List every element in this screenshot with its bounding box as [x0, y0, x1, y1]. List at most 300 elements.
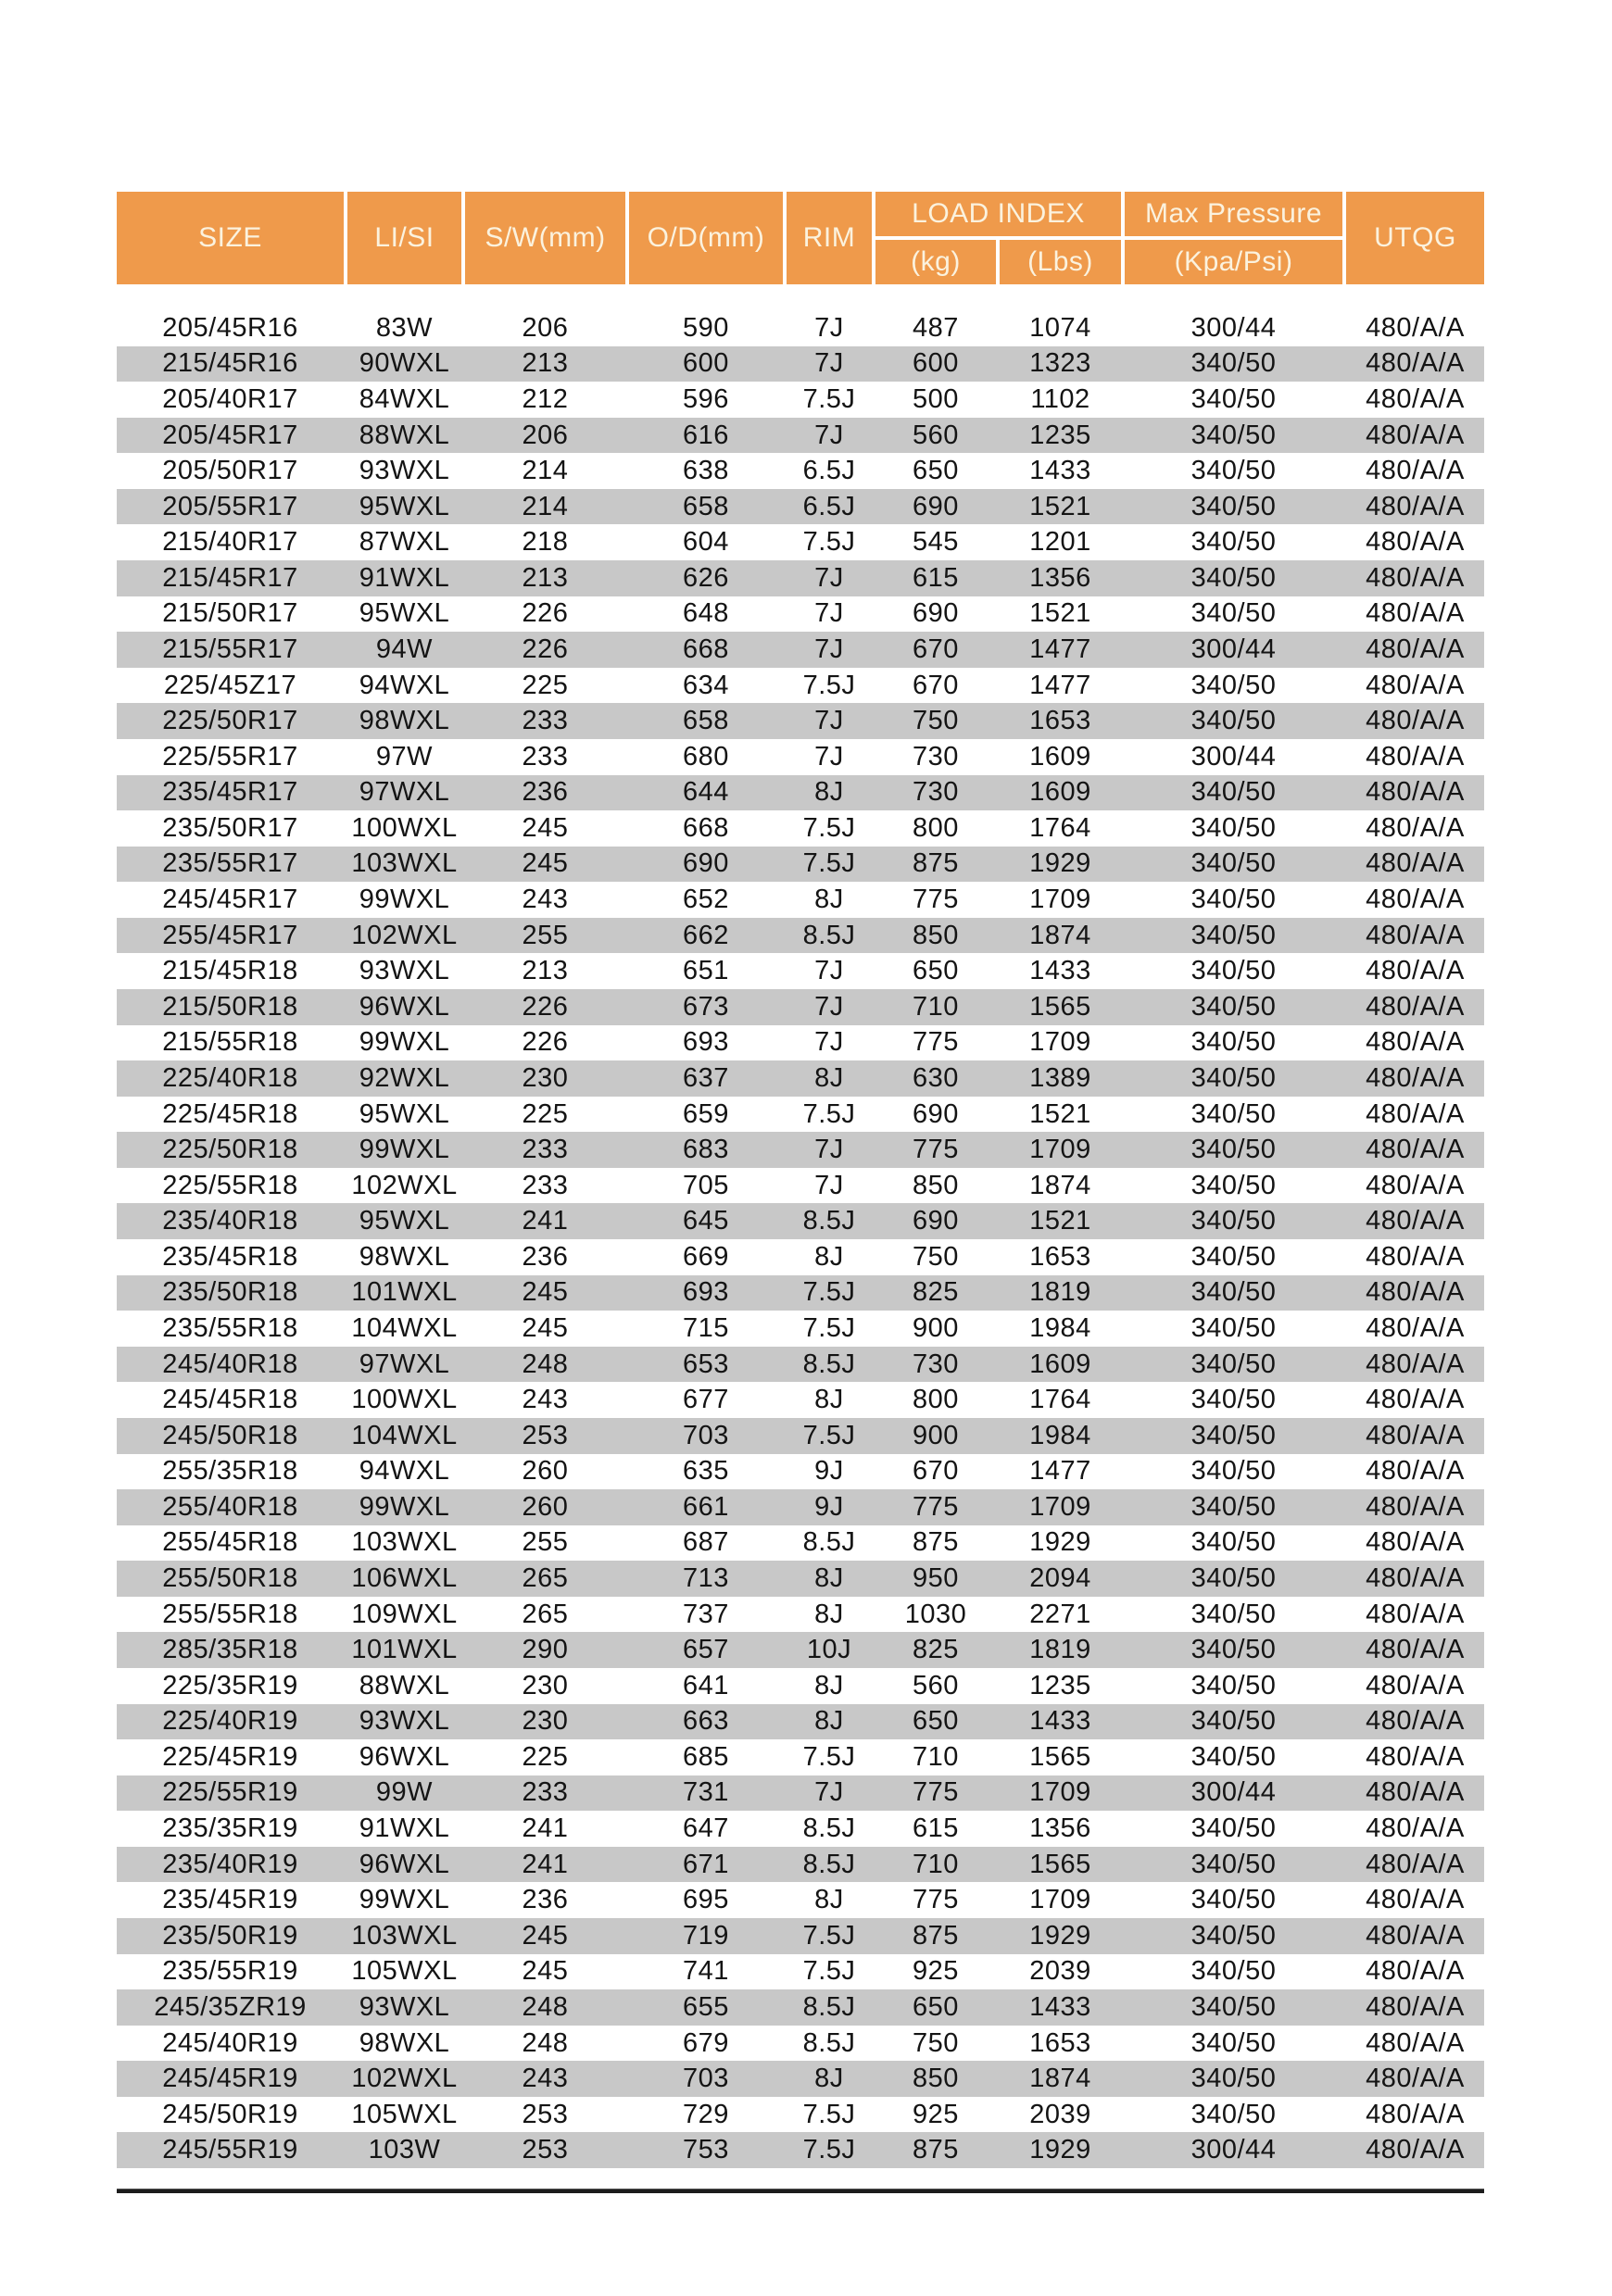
table-cell: 900 [913, 1420, 959, 1450]
table-cell: 7.5J [802, 1098, 856, 1129]
table-cell: 710 [913, 1741, 959, 1772]
table-cell: 340/50 [1190, 1062, 1277, 1093]
table-row [117, 1632, 1484, 1668]
table-cell: 545 [913, 527, 959, 558]
table-row [117, 632, 1484, 668]
table-cell: 215/55R18 [162, 1027, 298, 1058]
table-cell: 300/44 [1190, 2135, 1277, 2165]
table-cell: 245 [522, 1312, 569, 1343]
table-cell: 679 [683, 2027, 729, 2058]
table-cell: 480/A/A [1366, 598, 1465, 629]
table-row [117, 596, 1484, 633]
table-cell: 245/40R18 [162, 1349, 298, 1379]
table-cell: 7.5J [802, 1312, 856, 1343]
table-cell: 1356 [1029, 1813, 1091, 1844]
table-cell: 100WXL [351, 812, 458, 843]
table-cell: 480/A/A [1366, 2027, 1465, 2058]
table-cell: 101WXL [351, 1277, 458, 1308]
table-cell: 8.5J [802, 1991, 856, 2022]
table-cell: 340/50 [1190, 1635, 1277, 1665]
table-cell: 710 [913, 991, 959, 1022]
table-cell: 1709 [1029, 1777, 1091, 1808]
table-cell: 480/A/A [1366, 312, 1465, 343]
table-cell: 1323 [1029, 348, 1091, 379]
table-cell: 634 [683, 670, 729, 700]
table-cell: 875 [913, 2135, 959, 2165]
col-header-lisi: LI/SI [347, 192, 461, 284]
table-cell: 825 [913, 1277, 959, 1308]
table-cell: 7.5J [802, 670, 856, 700]
table-cell: 243 [522, 1385, 569, 1415]
table-cell: 235/45R18 [162, 1241, 298, 1272]
table-cell: 638 [683, 456, 729, 486]
table-cell: 7.5J [802, 1741, 856, 1772]
table-cell: 96WXL [359, 991, 450, 1022]
table-cell: 340/50 [1190, 562, 1277, 593]
table-cell: 99WXL [359, 1491, 450, 1522]
table-cell: 670 [913, 634, 959, 664]
table-cell: 1929 [1029, 1527, 1091, 1558]
table-cell: 480/A/A [1366, 1206, 1465, 1236]
table-cell: 243 [522, 885, 569, 915]
table-cell: 653 [683, 1349, 729, 1379]
table-cell: 245/55R19 [162, 2135, 298, 2165]
table-row [117, 1775, 1484, 1812]
table-row [117, 1132, 1484, 1168]
table-row [117, 1989, 1484, 2026]
table-cell: 1356 [1029, 562, 1091, 593]
table-cell: 340/50 [1190, 1527, 1277, 1558]
table-cell: 103WXL [351, 848, 458, 879]
table-row [117, 847, 1484, 883]
table-cell: 1477 [1029, 634, 1091, 664]
table-cell: 340/50 [1190, 1599, 1277, 1629]
table-cell: 480/A/A [1366, 456, 1465, 486]
table-cell: 8J [814, 2064, 844, 2094]
table-cell: 235/55R17 [162, 848, 298, 879]
table-row [117, 560, 1484, 596]
table-cell: 225/40R18 [162, 1062, 298, 1093]
table-cell: 480/A/A [1366, 920, 1465, 950]
table-cell: 340/50 [1190, 2099, 1277, 2129]
table-cell: 480/A/A [1366, 1777, 1465, 1808]
table-cell: 668 [683, 812, 729, 843]
table-cell: 215/50R18 [162, 991, 298, 1022]
table-cell: 7.5J [802, 1956, 856, 1987]
table-row [117, 1168, 1484, 1204]
table-cell: 1433 [1029, 1991, 1091, 2022]
table-cell: 225/45R19 [162, 1741, 298, 1772]
table-row [117, 1739, 1484, 1775]
table-cell: 7.5J [802, 848, 856, 879]
table-cell: 8J [814, 777, 844, 808]
table-cell: 340/50 [1190, 885, 1277, 915]
table-cell: 215/45R18 [162, 956, 298, 986]
table-cell: 2039 [1029, 2099, 1091, 2129]
table-cell: 340/50 [1190, 1027, 1277, 1058]
table-cell: 641 [683, 1670, 729, 1700]
table-cell: 95WXL [359, 1206, 450, 1236]
table-cell: 8J [814, 1385, 844, 1415]
table-cell: 647 [683, 1813, 729, 1844]
table-cell: 775 [913, 1885, 959, 1915]
table-cell: 93WXL [359, 956, 450, 986]
table-cell: 616 [683, 420, 729, 450]
table-row [117, 489, 1484, 525]
table-cell: 590 [683, 312, 729, 343]
table-cell: 253 [522, 2099, 569, 2129]
table-cell: 730 [913, 777, 959, 808]
table-cell: 225/55R19 [162, 1777, 298, 1808]
table-row [117, 1311, 1484, 1347]
table-cell: 7J [814, 312, 844, 343]
table-cell: 104WXL [351, 1312, 458, 1343]
col-header-max-pressure: Max Pressure [1125, 192, 1342, 236]
table-cell: 8J [814, 1241, 844, 1272]
table-cell: 925 [913, 2099, 959, 2129]
table-cell: 260 [522, 1456, 569, 1487]
table-cell: 99W [375, 1777, 434, 1808]
table-cell: 480/A/A [1366, 991, 1465, 1022]
table-cell: 300/44 [1190, 312, 1277, 343]
table-cell: 2094 [1029, 1563, 1091, 1594]
table-cell: 235/50R19 [162, 1920, 298, 1951]
table-cell: 480/A/A [1366, 1098, 1465, 1129]
table-cell: 340/50 [1190, 1956, 1277, 1987]
table-cell: 92WXL [359, 1062, 450, 1093]
table-cell: 600 [683, 348, 729, 379]
table-row [117, 2097, 1484, 2133]
table-cell: 340/50 [1190, 598, 1277, 629]
table-cell: 255/35R18 [162, 1456, 298, 1487]
table-cell: 225/50R17 [162, 706, 298, 736]
table-cell: 255/40R18 [162, 1491, 298, 1522]
table-cell: 340/50 [1190, 1456, 1277, 1487]
table-cell: 233 [522, 741, 569, 772]
table-cell: 596 [683, 383, 729, 414]
table-row [117, 989, 1484, 1025]
table-cell: 850 [913, 2064, 959, 2094]
table-cell: 730 [913, 1349, 959, 1379]
table-cell: 105WXL [351, 1956, 458, 1987]
col-header-size: SIZE [117, 192, 344, 284]
table-cell: 1709 [1029, 885, 1091, 915]
table-cell: 1929 [1029, 1920, 1091, 1951]
table-cell: 255/45R17 [162, 920, 298, 950]
table-cell: 680 [683, 741, 729, 772]
table-row [117, 310, 1484, 346]
table-cell: 1984 [1029, 1420, 1091, 1450]
table-cell: 703 [683, 1420, 729, 1450]
table-cell: 7J [814, 1027, 844, 1058]
table-cell: 695 [683, 1885, 729, 1915]
table-cell: 693 [683, 1027, 729, 1058]
table-row [117, 1025, 1484, 1061]
table-cell: 670 [913, 1456, 959, 1487]
table-cell: 673 [683, 991, 729, 1022]
table-cell: 235/40R18 [162, 1206, 298, 1236]
table-cell: 480/A/A [1366, 1741, 1465, 1772]
table-cell: 340/50 [1190, 1241, 1277, 1272]
table-cell: 480/A/A [1366, 1027, 1465, 1058]
table-cell: 106WXL [351, 1563, 458, 1594]
table-cell: 1477 [1029, 670, 1091, 700]
col-header-sw: S/W(mm) [465, 192, 625, 284]
table-cell: 670 [913, 670, 959, 700]
table-cell: 93WXL [359, 1991, 450, 2022]
table-cell: 245/50R19 [162, 2099, 298, 2129]
table-cell: 8.5J [802, 1527, 856, 1558]
col-header-rim: RIM [787, 192, 872, 284]
table-cell: 480/A/A [1366, 1813, 1465, 1844]
table-cell: 215/45R16 [162, 348, 298, 379]
table-cell: 480/A/A [1366, 956, 1465, 986]
col-header-lbs: (Lbs) [1000, 240, 1121, 284]
table-cell: 1929 [1029, 2135, 1091, 2165]
table-cell: 2271 [1029, 1599, 1091, 1629]
table-row [117, 1882, 1484, 1918]
table-row [117, 382, 1484, 418]
table-cell: 235/50R17 [162, 812, 298, 843]
table-cell: 1477 [1029, 1456, 1091, 1487]
table-cell: 950 [913, 1563, 959, 1594]
table-row [117, 1954, 1484, 1990]
table-cell: 265 [522, 1599, 569, 1629]
table-row [117, 739, 1484, 775]
table-row [117, 1275, 1484, 1311]
table-cell: 1764 [1029, 812, 1091, 843]
table-row [117, 1239, 1484, 1275]
table-cell: 102WXL [351, 920, 458, 950]
table-cell: 7J [814, 598, 844, 629]
table-cell: 650 [913, 456, 959, 486]
table-cell: 1929 [1029, 848, 1091, 879]
table-cell: 340/50 [1190, 1706, 1277, 1737]
table-cell: 225 [522, 1741, 569, 1772]
table-cell: 480/A/A [1366, 885, 1465, 915]
table-cell: 212 [522, 383, 569, 414]
table-cell: 105WXL [351, 2099, 458, 2129]
table-cell: 1521 [1029, 598, 1091, 629]
table-cell: 225/35R19 [162, 1670, 298, 1700]
table-cell: 91WXL [359, 562, 450, 593]
table-cell: 241 [522, 1206, 569, 1236]
table-cell: 300/44 [1190, 634, 1277, 664]
table-cell: 218 [522, 527, 569, 558]
table-cell: 8J [814, 1563, 844, 1594]
table-cell: 775 [913, 1135, 959, 1165]
table-row [117, 1489, 1484, 1525]
table-cell: 480/A/A [1366, 2135, 1465, 2165]
table-cell: 340/50 [1190, 491, 1277, 521]
table-cell: 340/50 [1190, 1277, 1277, 1308]
table-cell: 8.5J [802, 1813, 856, 1844]
table-cell: 225/55R17 [162, 741, 298, 772]
table-cell: 7.5J [802, 1277, 856, 1308]
table-cell: 480/A/A [1366, 1849, 1465, 1879]
table-cell: 236 [522, 1241, 569, 1272]
table-cell: 8.5J [802, 920, 856, 950]
table-cell: 1709 [1029, 1027, 1091, 1058]
table-cell: 1653 [1029, 2027, 1091, 2058]
table-cell: 480/A/A [1366, 420, 1465, 450]
table-cell: 100WXL [351, 1385, 458, 1415]
table-cell: 215/40R17 [162, 527, 298, 558]
table-cell: 1074 [1029, 312, 1091, 343]
table-cell: 340/50 [1190, 1312, 1277, 1343]
table-cell: 480/A/A [1366, 777, 1465, 808]
table-cell: 644 [683, 777, 729, 808]
table-cell: 480/A/A [1366, 741, 1465, 772]
table-cell: 205/45R16 [162, 312, 298, 343]
table-cell: 102WXL [351, 1170, 458, 1200]
table-cell: 690 [913, 598, 959, 629]
table-cell: 480/A/A [1366, 1241, 1465, 1272]
table-cell: 825 [913, 1635, 959, 1665]
table-cell: 480/A/A [1366, 1527, 1465, 1558]
table-cell: 8.5J [802, 1206, 856, 1236]
table-cell: 233 [522, 1135, 569, 1165]
table-row [117, 1561, 1484, 1597]
table-cell: 340/50 [1190, 383, 1277, 414]
table-cell: 8J [814, 1885, 844, 1915]
table-cell: 340/50 [1190, 1206, 1277, 1236]
table-cell: 245 [522, 812, 569, 843]
table-cell: 8.5J [802, 1349, 856, 1379]
table-cell: 1235 [1029, 1670, 1091, 1700]
table-cell: 340/50 [1190, 1741, 1277, 1772]
table-cell: 340/50 [1190, 420, 1277, 450]
table-cell: 340/50 [1190, 1135, 1277, 1165]
table-cell: 615 [913, 1813, 959, 1844]
table-cell: 658 [683, 491, 729, 521]
table-cell: 226 [522, 991, 569, 1022]
table-cell: 103WXL [351, 1527, 458, 1558]
table-row [117, 418, 1484, 454]
table-cell: 340/50 [1190, 1420, 1277, 1450]
table-cell: 560 [913, 1670, 959, 1700]
table-cell: 925 [913, 1956, 959, 1987]
table-cell: 340/50 [1190, 920, 1277, 950]
table-cell: 652 [683, 885, 729, 915]
table-cell: 290 [522, 1635, 569, 1665]
table-cell: 1874 [1029, 2064, 1091, 2094]
col-header-kg: (kg) [875, 240, 996, 284]
table-row [117, 1704, 1484, 1740]
table-cell: 97WXL [359, 1349, 450, 1379]
table-cell: 7.5J [802, 2135, 856, 2165]
bottom-rule [117, 2189, 1484, 2193]
table-cell: 245/35ZR19 [154, 1991, 307, 2022]
table-cell: 109WXL [351, 1599, 458, 1629]
table-cell: 7.5J [802, 812, 856, 843]
table-cell: 729 [683, 2099, 729, 2129]
table-cell: 480/A/A [1366, 1277, 1465, 1308]
table-cell: 98WXL [359, 706, 450, 736]
table-cell: 206 [522, 420, 569, 450]
table-cell: 651 [683, 956, 729, 986]
table-cell: 94WXL [359, 1456, 450, 1487]
table-cell: 750 [913, 1241, 959, 1272]
table-cell: 663 [683, 1706, 729, 1737]
table-row [117, 882, 1484, 918]
table-cell: 600 [913, 348, 959, 379]
table-cell: 669 [683, 1241, 729, 1272]
table-cell: 671 [683, 1849, 729, 1879]
table-cell: 97W [375, 741, 434, 772]
table-cell: 241 [522, 1813, 569, 1844]
table-cell: 265 [522, 1563, 569, 1594]
table-cell: 248 [522, 2027, 569, 2058]
table-cell: 9J [814, 1456, 844, 1487]
table-cell: 1819 [1029, 1277, 1091, 1308]
table-cell: 775 [913, 1491, 959, 1522]
table-cell: 90WXL [359, 348, 450, 379]
table-row [117, 1918, 1484, 1954]
table-cell: 7J [814, 706, 844, 736]
table-cell: 87WXL [359, 527, 450, 558]
table-row [117, 1203, 1484, 1239]
table-cell: 225 [522, 670, 569, 700]
table-cell: 645 [683, 1206, 729, 1236]
table-cell: 83W [375, 312, 434, 343]
table-cell: 775 [913, 1027, 959, 1058]
table-row [117, 524, 1484, 560]
table-cell: 480/A/A [1366, 1062, 1465, 1093]
table-cell: 2039 [1029, 1956, 1091, 1987]
table-cell: 626 [683, 562, 729, 593]
table-cell: 245/45R18 [162, 1385, 298, 1415]
table-cell: 340/50 [1190, 1885, 1277, 1915]
table-cell: 850 [913, 920, 959, 950]
table-cell: 205/55R17 [162, 491, 298, 521]
col-header-od: O/D(mm) [629, 192, 783, 284]
table-cell: 225/40R19 [162, 1706, 298, 1737]
table-row [117, 1454, 1484, 1490]
table-cell: 95WXL [359, 1098, 450, 1129]
table-cell: 236 [522, 1885, 569, 1915]
table-cell: 213 [522, 348, 569, 379]
table-cell: 96WXL [359, 1849, 450, 1879]
table-cell: 7.5J [802, 1420, 856, 1450]
table-row [117, 2026, 1484, 2062]
table-cell: 260 [522, 1491, 569, 1522]
table-cell: 235/55R18 [162, 1312, 298, 1343]
table-cell: 91WXL [359, 1813, 450, 1844]
table-cell: 480/A/A [1366, 1563, 1465, 1594]
table-cell: 8J [814, 1062, 844, 1093]
table-cell: 1565 [1029, 1741, 1091, 1772]
table-cell: 480/A/A [1366, 1920, 1465, 1951]
table-row [117, 2061, 1484, 2097]
table-cell: 206 [522, 312, 569, 343]
table-cell: 480/A/A [1366, 1956, 1465, 1987]
col-header-load-index: LOAD INDEX [875, 192, 1121, 236]
table-row [117, 1668, 1484, 1704]
table-cell: 1201 [1029, 527, 1091, 558]
table-cell: 615 [913, 562, 959, 593]
table-cell: 340/50 [1190, 1991, 1277, 2022]
table-cell: 637 [683, 1062, 729, 1093]
table-cell: 480/A/A [1366, 383, 1465, 414]
table-cell: 8J [814, 1599, 844, 1629]
table-cell: 340/50 [1190, 456, 1277, 486]
table-cell: 480/A/A [1366, 348, 1465, 379]
table-cell: 480/A/A [1366, 1456, 1465, 1487]
table-cell: 7J [814, 1777, 844, 1808]
table-cell: 775 [913, 1777, 959, 1808]
table-cell: 650 [913, 956, 959, 986]
